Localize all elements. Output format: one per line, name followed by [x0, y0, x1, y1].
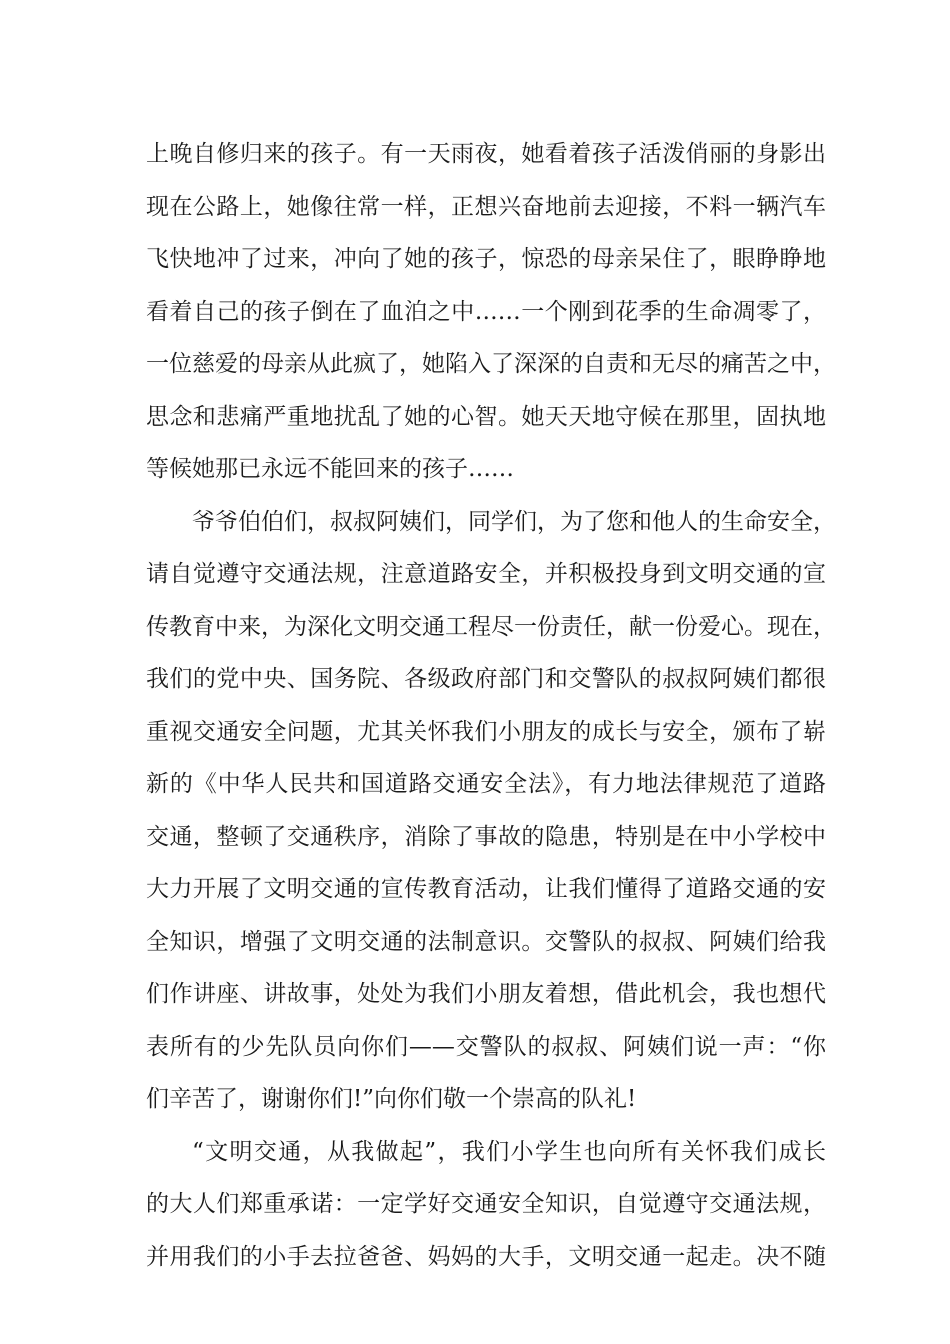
text-line: 一位慈爱的母亲从此疯了，她陷入了深深的自责和无尽的痛苦之中，: [146, 351, 836, 377]
text-line: 上晚自修归来的孩子。有一天雨夜，她看着孩子活泼俏丽的身影出: [146, 141, 826, 167]
text-line: 新的《中华人民共和国道路交通安全法》，有力地法律规范了道路: [146, 771, 826, 797]
text-line: 我们的党中央、国务院、各级政府部门和交警队的叔叔阿姨们都很: [146, 666, 826, 692]
text-line: 的大人们郑重承诺：一定学好交通安全知识，自觉遵守交通法规，: [146, 1191, 826, 1217]
text-line: 等候她那已永远不能回来的孩子……: [146, 456, 514, 482]
text-line: 请自觉遵守交通法规，注意道路安全，并积极投身到文明交通的宣: [146, 561, 826, 587]
text-line: 大力开展了文明交通的宣传教育活动，让我们懂得了道路交通的安: [146, 876, 826, 902]
text-line: 重视交通安全问题，尤其关怀我们小朋友的成长与安全，颁布了崭: [146, 719, 826, 745]
text-line: 并用我们的小手去拉爸爸、妈妈的大手，文明交通一起走。决不随: [146, 1244, 826, 1270]
text-line: 飞快地冲了过来，冲向了她的孩子，惊恐的母亲呆住了，眼睁睁地: [146, 246, 826, 272]
text-line: 现在公路上，她像往常一样，正想兴奋地前去迎接，不料一辆汽车: [146, 194, 826, 220]
text-line: 们作讲座、讲故事，处处为我们小朋友着想，借此机会，我也想代: [146, 981, 826, 1007]
text-line: 全知识，增强了文明交通的法制意识。交警队的叔叔、阿姨们给我: [146, 929, 826, 955]
paragraph-first-line: “文明交通，从我做起”，我们小学生也向所有关怀我们成长: [192, 1139, 826, 1165]
text-line: 表所有的少先队员向你们——交警队的叔叔、阿姨们说一声：“你: [146, 1034, 826, 1060]
text-line: 思念和悲痛严重地扰乱了她的心智。她天天地守候在那里，固执地: [146, 404, 826, 430]
text-line: 交通，整顿了交通秩序，消除了事故的隐患，特别是在中小学校中: [146, 824, 826, 850]
text-line: 传教育中来，为深化文明交通工程尽一份责任，献一份爱心。现在，: [146, 614, 836, 640]
text-line: 们辛苦了，谢谢你们!”向你们敬一个崇高的队礼!: [146, 1086, 637, 1112]
text-line: 看着自己的孩子倒在了血泊之中……一个刚到花季的生命凋零了，: [146, 299, 826, 325]
paragraph-first-line: 爷爷伯伯们，叔叔阿姨们，同学们，为了您和他人的生命安全，: [192, 509, 836, 535]
